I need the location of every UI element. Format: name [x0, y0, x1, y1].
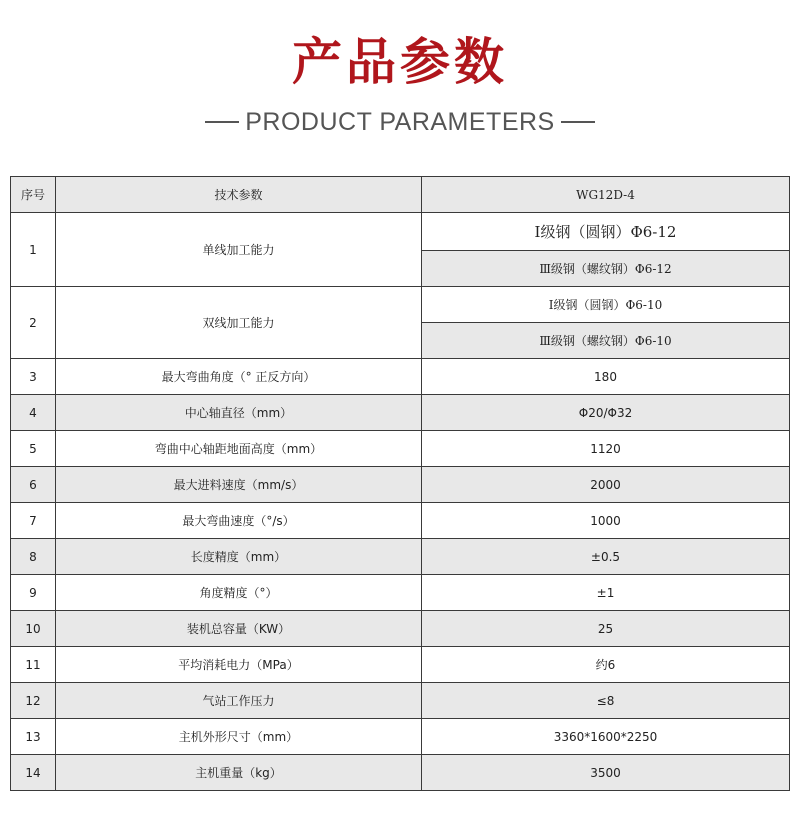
row-value: Ⅰ级钢（圆钢）Φ6-12: [422, 213, 790, 251]
table-row: [11, 395, 790, 431]
row-parameter: 最大进料速度（mm/s）: [56, 467, 422, 503]
table-row: [11, 503, 790, 539]
row-parameter: 气站工作压力: [56, 683, 422, 719]
table-row: [11, 287, 790, 323]
row-number: 5: [11, 431, 56, 467]
row-parameter: 主机重量（kg）: [56, 755, 422, 791]
table-row: [11, 467, 790, 503]
row-number: 14: [11, 755, 56, 791]
row-value: 25: [422, 611, 790, 647]
row-value: 约6: [422, 647, 790, 683]
table-header-row: [11, 177, 790, 213]
row-value: ±1: [422, 575, 790, 611]
row-number: 11: [11, 647, 56, 683]
row-parameter: 最大弯曲角度（° 正反方向）: [56, 359, 422, 395]
row-value: 2000: [422, 467, 790, 503]
row-number: 6: [11, 467, 56, 503]
subtitle-row: [0, 104, 800, 140]
row-parameter: 平均消耗电力（MPa）: [56, 647, 422, 683]
row-value: Ⅰ级钢（圆钢）Φ6-10: [422, 287, 790, 323]
row-value: ≤8: [422, 683, 790, 719]
row-value: 3500: [422, 755, 790, 791]
row-parameter: 长度精度（mm）: [56, 539, 422, 575]
table-row: [11, 611, 790, 647]
table-row: [11, 683, 790, 719]
row-number: 10: [11, 611, 56, 647]
column-header-parameter: 技术参数: [56, 177, 422, 213]
table-row: [11, 647, 790, 683]
row-value: 180: [422, 359, 790, 395]
table-row: [11, 539, 790, 575]
row-number: 13: [11, 719, 56, 755]
row-parameter: 弯曲中心轴距地面高度（mm）: [56, 431, 422, 467]
parameters-table: [10, 176, 790, 791]
table-row: [11, 755, 790, 791]
row-value: Ⅲ级钢（螺纹钢）Φ6-10: [422, 323, 790, 359]
row-value: 1120: [422, 431, 790, 467]
page-title: 产品参数: [292, 33, 508, 91]
row-value: Ⅲ级钢（螺纹钢）Φ6-12: [422, 251, 790, 287]
page-subtitle: PRODUCT PARAMETERS: [245, 107, 555, 136]
row-parameter: 中心轴直径（mm）: [56, 395, 422, 431]
row-parameter: 主机外形尺寸（mm）: [56, 719, 422, 755]
table-row: [11, 359, 790, 395]
row-number: 4: [11, 395, 56, 431]
row-number: 7: [11, 503, 56, 539]
subtitle-right-rule: [561, 121, 595, 123]
row-parameter: 装机总容量（KW）: [56, 611, 422, 647]
row-parameter: 双线加工能力: [56, 287, 422, 359]
table-row: [11, 431, 790, 467]
subtitle-left-rule: [205, 121, 239, 123]
table-row: [11, 719, 790, 755]
row-parameter: 角度精度（°）: [56, 575, 422, 611]
row-value: ±0.5: [422, 539, 790, 575]
row-number: 2: [11, 287, 56, 359]
page-header: [0, 0, 800, 160]
row-number: 9: [11, 575, 56, 611]
row-parameter: 最大弯曲速度（°/s）: [56, 503, 422, 539]
row-value: Φ20/Φ32: [422, 395, 790, 431]
table-row: [11, 575, 790, 611]
row-number: 12: [11, 683, 56, 719]
row-number: 1: [11, 213, 56, 287]
row-value: 3360*1600*2250: [422, 719, 790, 755]
row-number: 8: [11, 539, 56, 575]
column-header-number: 序号: [11, 177, 56, 213]
row-parameter: 单线加工能力: [56, 213, 422, 287]
column-header-model: WG12D-4: [422, 177, 790, 213]
table-row: [11, 213, 790, 251]
row-value: 1000: [422, 503, 790, 539]
row-number: 3: [11, 359, 56, 395]
